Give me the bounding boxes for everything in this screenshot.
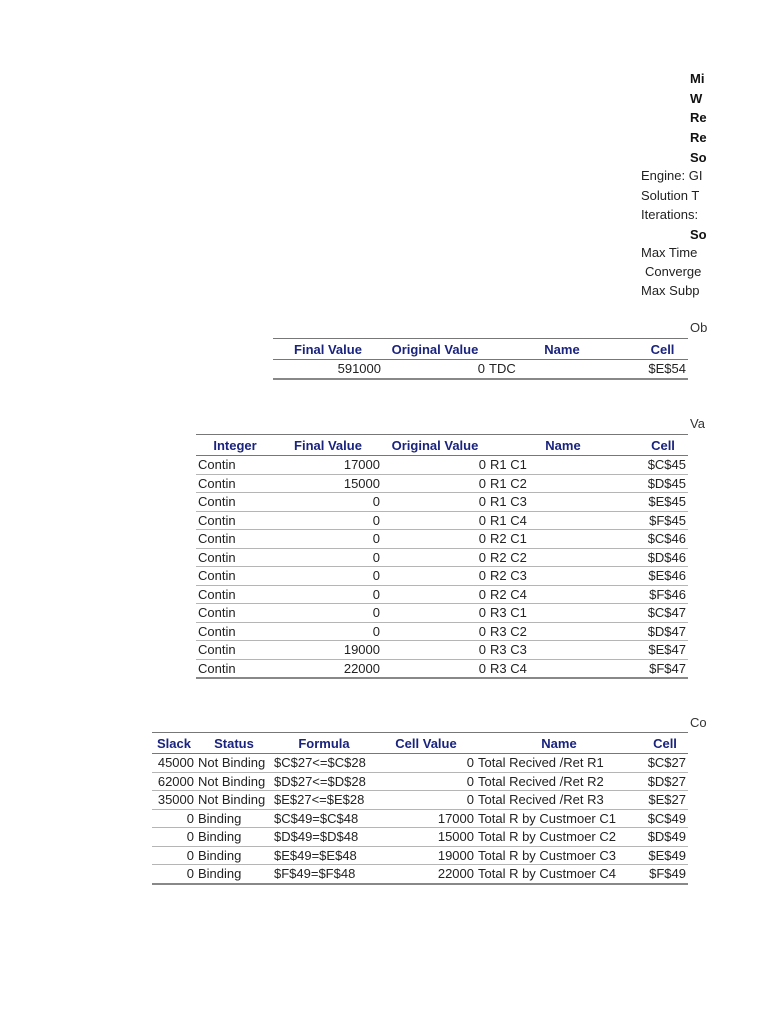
- name-header: Name: [488, 435, 638, 456]
- cell-header: Cell: [638, 435, 688, 456]
- cell-ref: $D$49: [642, 828, 688, 847]
- cell-ref: $E$27: [642, 791, 688, 810]
- final-value-cell: 0: [274, 622, 382, 641]
- status-cell: Binding: [196, 865, 272, 884]
- integer-cell: Contin: [196, 604, 274, 623]
- integer-cell: Contin: [196, 641, 274, 660]
- status-cell: Binding: [196, 846, 272, 865]
- table-row: [196, 567, 688, 586]
- slack-cell: 62000: [152, 772, 196, 791]
- cell-ref: $D$47: [638, 622, 688, 641]
- integer-cell: Contin: [196, 493, 274, 512]
- report-header-line-4: Re: [690, 130, 707, 145]
- name-cell: R2 C4: [488, 585, 638, 604]
- name-cell: Total Recived /Ret R1: [476, 754, 642, 773]
- name-cell: Total R by Custmoer C3: [476, 846, 642, 865]
- table-row: [196, 659, 688, 678]
- cell-ref: $F$45: [638, 511, 688, 530]
- integer-cell: Contin: [196, 548, 274, 567]
- integer-cell: Contin: [196, 530, 274, 549]
- final-value-cell: 0: [274, 567, 382, 586]
- constraints-table: [152, 732, 688, 885]
- name-cell: R1 C2: [488, 474, 638, 493]
- cell-ref: $C$45: [638, 456, 688, 475]
- variables-section-title: Va: [690, 416, 705, 431]
- integer-cell: Contin: [196, 456, 274, 475]
- max-time-option: Max Time: [641, 245, 698, 260]
- integer-cell: Contin: [196, 622, 274, 641]
- status-cell: Not Binding: [196, 772, 272, 791]
- objective-table: [273, 338, 688, 380]
- cell-ref: $E$49: [642, 846, 688, 865]
- slack-cell: 45000: [152, 754, 196, 773]
- name-cell: R3 C4: [488, 659, 638, 678]
- cell-ref: $E$46: [638, 567, 688, 586]
- formula-cell: $E$27<=$E$28: [272, 791, 376, 810]
- table-row: [196, 604, 688, 623]
- objective-section-title: Ob: [690, 320, 708, 335]
- constraints-section-title: Co: [690, 715, 707, 730]
- slack-cell: 0: [152, 809, 196, 828]
- name-cell: R2 C2: [488, 548, 638, 567]
- name-cell: R3 C3: [488, 641, 638, 660]
- final-value-cell: 17000: [274, 456, 382, 475]
- final-value-cell: 22000: [274, 659, 382, 678]
- integer-cell: Contin: [196, 659, 274, 678]
- name-cell: Total R by Custmoer C4: [476, 865, 642, 884]
- name-header: Name: [476, 733, 642, 754]
- original-value-cell: 0: [382, 604, 488, 623]
- status-cell: Not Binding: [196, 791, 272, 810]
- cell-header: Cell: [637, 339, 688, 360]
- original-value-header: Original Value: [383, 339, 487, 360]
- final-value-cell: 0: [274, 604, 382, 623]
- integer-cell: Contin: [196, 474, 274, 493]
- table-row: [152, 846, 688, 865]
- status-header: Status: [196, 733, 272, 754]
- name-cell: R3 C1: [488, 604, 638, 623]
- solution-time-info: Solution T: [641, 188, 700, 203]
- cell-value-cell: 17000: [376, 809, 476, 828]
- original-value-cell: 0: [382, 548, 488, 567]
- formula-cell: $D$49=$D$48: [272, 828, 376, 847]
- original-value-cell: 0: [382, 493, 488, 512]
- cell-ref: $F$46: [638, 585, 688, 604]
- original-value-cell: 0: [382, 622, 488, 641]
- convergence-option: Converge: [645, 264, 702, 279]
- original-value-cell: 0: [382, 530, 488, 549]
- name-cell: Total Recived /Ret R3: [476, 791, 642, 810]
- final-value-cell: 15000: [274, 474, 382, 493]
- cell-value-cell: 0: [376, 772, 476, 791]
- cell-ref: $F$49: [642, 865, 688, 884]
- table-row: [196, 493, 688, 512]
- table-row: [196, 585, 688, 604]
- original-value-cell: 0: [382, 659, 488, 678]
- final-value-cell: 591000: [273, 360, 383, 379]
- iterations-info: Iterations:: [641, 207, 699, 222]
- original-value-cell: 0: [382, 474, 488, 493]
- solver-options-heading: So: [690, 227, 707, 242]
- original-value-cell: 0: [382, 511, 488, 530]
- final-value-header: Final Value: [274, 435, 382, 456]
- cell-value-cell: 0: [376, 791, 476, 810]
- name-cell: R3 C2: [488, 622, 638, 641]
- cell-ref: $C$46: [638, 530, 688, 549]
- cell-value-cell: 22000: [376, 865, 476, 884]
- final-value-cell: 0: [274, 511, 382, 530]
- slack-cell: 0: [152, 865, 196, 884]
- table-row: [152, 809, 688, 828]
- cell-ref: $C$27: [642, 754, 688, 773]
- final-value-header: Final Value: [273, 339, 383, 360]
- table-row: [196, 622, 688, 641]
- slack-cell: 0: [152, 846, 196, 865]
- table-row: [152, 828, 688, 847]
- formula-cell: $F$49=$F$48: [272, 865, 376, 884]
- name-cell: R2 C3: [488, 567, 638, 586]
- name-cell: TDC: [487, 360, 637, 379]
- table-row: [273, 360, 688, 379]
- cell-value-header: Cell Value: [376, 733, 476, 754]
- original-value-cell: 0: [382, 567, 488, 586]
- original-value-cell: 0: [382, 585, 488, 604]
- status-cell: Binding: [196, 828, 272, 847]
- final-value-cell: 0: [274, 530, 382, 549]
- cell-ref: $E$47: [638, 641, 688, 660]
- name-cell: R1 C1: [488, 456, 638, 475]
- formula-cell: $C$27<=$C$28: [272, 754, 376, 773]
- original-value-cell: 0: [383, 360, 487, 379]
- integer-cell: Contin: [196, 511, 274, 530]
- integer-cell: Contin: [196, 585, 274, 604]
- name-cell: R1 C4: [488, 511, 638, 530]
- cell-ref: $E$54: [637, 360, 688, 379]
- formula-header: Formula: [272, 733, 376, 754]
- table-row: [152, 865, 688, 884]
- slack-cell: 0: [152, 828, 196, 847]
- final-value-cell: 0: [274, 548, 382, 567]
- original-value-cell: 0: [382, 456, 488, 475]
- report-header-line-1: Mi: [690, 71, 705, 86]
- report-header-line-2: W: [690, 91, 703, 106]
- table-row: [196, 511, 688, 530]
- integer-header: Integer: [196, 435, 274, 456]
- cell-header: Cell: [642, 733, 688, 754]
- final-value-cell: 0: [274, 493, 382, 512]
- original-value-header: Original Value: [382, 435, 488, 456]
- formula-cell: $E$49=$E$48: [272, 846, 376, 865]
- cell-ref: $C$49: [642, 809, 688, 828]
- cell-ref: $D$45: [638, 474, 688, 493]
- table-row: [152, 754, 688, 773]
- final-value-cell: 19000: [274, 641, 382, 660]
- cell-ref: $D$27: [642, 772, 688, 791]
- cell-ref: $F$47: [638, 659, 688, 678]
- status-cell: Not Binding: [196, 754, 272, 773]
- table-row: [196, 474, 688, 493]
- report-header-line-5: So: [690, 150, 707, 165]
- table-row: [152, 791, 688, 810]
- cell-value-cell: 19000: [376, 846, 476, 865]
- cell-ref: $D$46: [638, 548, 688, 567]
- status-cell: Binding: [196, 809, 272, 828]
- name-header: Name: [487, 339, 637, 360]
- max-subproblems-option: Max Subp: [641, 283, 700, 298]
- engine-info: Engine: GI: [641, 168, 703, 183]
- name-cell: Total Recived /Ret R2: [476, 772, 642, 791]
- integer-cell: Contin: [196, 567, 274, 586]
- cell-value-cell: 0: [376, 754, 476, 773]
- cell-ref: $E$45: [638, 493, 688, 512]
- cell-value-cell: 15000: [376, 828, 476, 847]
- report-header-line-3: Re: [690, 110, 707, 125]
- variables-table: [196, 434, 688, 679]
- final-value-cell: 0: [274, 585, 382, 604]
- formula-cell: $D$27<=$D$28: [272, 772, 376, 791]
- slack-header: Slack: [152, 733, 196, 754]
- cell-ref: $C$47: [638, 604, 688, 623]
- name-cell: R2 C1: [488, 530, 638, 549]
- original-value-cell: 0: [382, 641, 488, 660]
- name-cell: Total R by Custmoer C2: [476, 828, 642, 847]
- slack-cell: 35000: [152, 791, 196, 810]
- name-cell: Total R by Custmoer C1: [476, 809, 642, 828]
- table-row: [196, 641, 688, 660]
- formula-cell: $C$49=$C$48: [272, 809, 376, 828]
- table-row: [196, 456, 688, 475]
- table-row: [152, 772, 688, 791]
- table-row: [196, 530, 688, 549]
- name-cell: R1 C3: [488, 493, 638, 512]
- table-row: [196, 548, 688, 567]
